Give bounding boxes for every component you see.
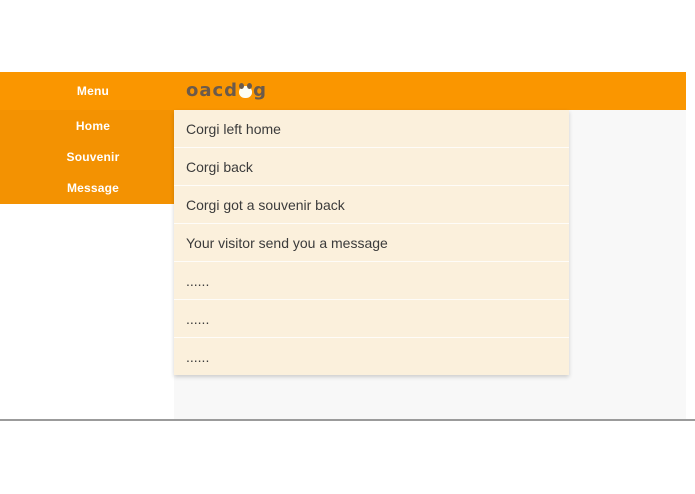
- message-item[interactable]: Your visitor send you a message: [174, 224, 569, 262]
- page-bottom-divider: [0, 419, 695, 421]
- message-item[interactable]: ......: [174, 262, 569, 300]
- message-item[interactable]: Corgi got a souvenir back: [174, 186, 569, 224]
- dog-face-icon: [239, 86, 252, 98]
- logo-text-left: oacd: [186, 80, 239, 101]
- sidebar-nav: [0, 110, 174, 204]
- menu-zone: [0, 72, 174, 110]
- message-list: [174, 110, 569, 375]
- sidebar-item-message[interactable]: Message: [66, 181, 120, 196]
- message-item[interactable]: Corgi left home: [174, 110, 569, 148]
- menu-toggle[interactable]: Menu: [76, 84, 110, 98]
- top-navbar: [0, 72, 686, 110]
- message-item[interactable]: ......: [186, 348, 210, 365]
- message-item[interactable]: Corgi back: [174, 148, 569, 186]
- brand-logo[interactable]: [186, 82, 267, 100]
- message-item[interactable]: ......: [174, 300, 569, 338]
- logo-text-right: g: [253, 80, 267, 101]
- sidebar-item-souvenir[interactable]: Souvenir: [66, 149, 120, 164]
- sidebar-item-home[interactable]: Home: [75, 118, 111, 133]
